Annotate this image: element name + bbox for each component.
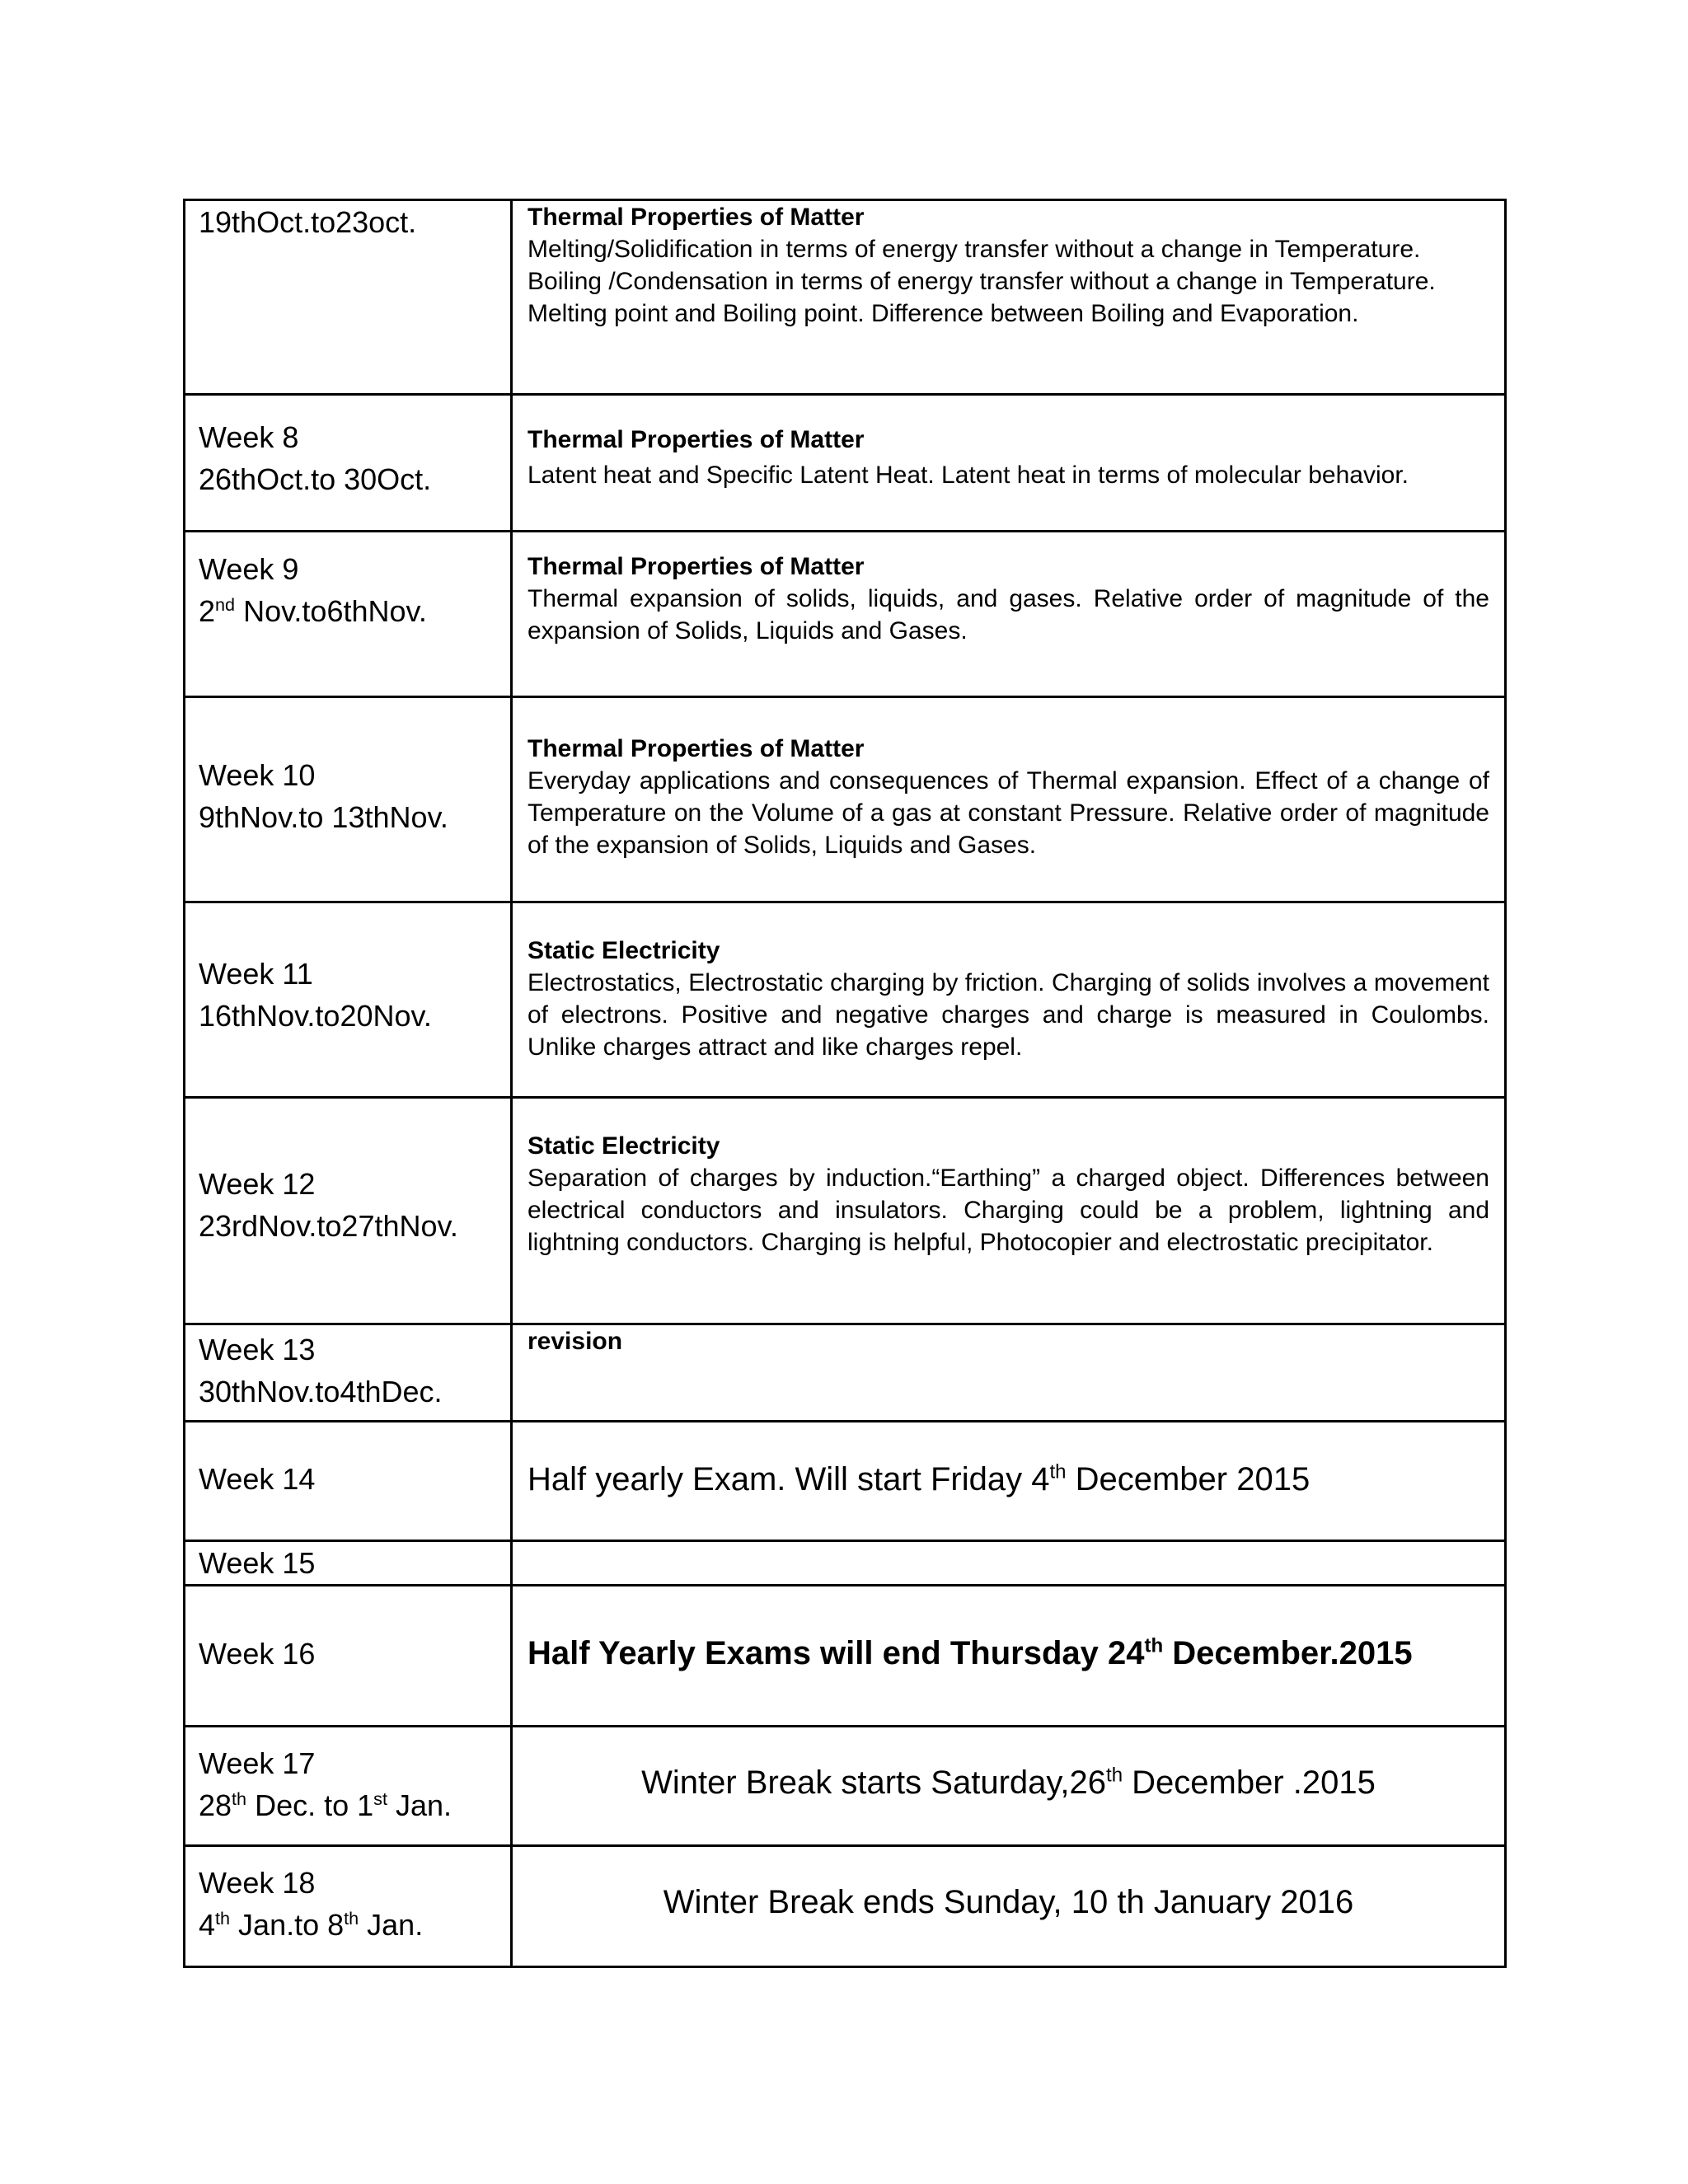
date-part: Nov.to6thNov. [235, 594, 427, 628]
notice-part: December .2015 [1123, 1765, 1376, 1801]
week-dates: 30thNov.to4thDec. [199, 1375, 443, 1408]
content-cell [512, 902, 1506, 1098]
week-cell [185, 1098, 512, 1324]
week-number: Week 16 [199, 1637, 316, 1671]
ordinal-suffix: nd [215, 594, 236, 615]
table-row [185, 1098, 1506, 1324]
week-dates: 9thNov.to 13thNov. [199, 800, 448, 834]
week-dates [199, 1784, 497, 1826]
topic-heading: Static Electricity [528, 937, 720, 964]
week-cell [185, 1846, 512, 1967]
date-part: Jan. [387, 1788, 452, 1822]
topic-heading: Thermal Properties of Matter [528, 426, 865, 453]
schedule-table [183, 199, 1507, 1968]
content-cell [512, 1324, 1506, 1422]
week-cell [185, 1727, 512, 1846]
ordinal-suffix: th [215, 1908, 231, 1929]
notice-part: December.2015 [1163, 1635, 1413, 1671]
exam-notice [528, 1586, 1489, 1674]
week-number: Week 14 [199, 1462, 316, 1496]
content-cell [512, 1098, 1506, 1324]
week-number: Week 13 [199, 1333, 316, 1366]
table-row [185, 902, 1506, 1098]
topic-content: Latent heat and Specific Latent Heat. Latent heat in terms of molecular behavior. [528, 462, 1409, 489]
week-number: Week 8 [199, 420, 299, 454]
notice-part: Winter Break starts Saturday,26 [641, 1765, 1107, 1801]
topic-content: Electrostatics, Electrostatic charging by friction. Charging of solids involves a movement of electrons. Positive and negative charges and charge is measured in Coulombs. Unlike charges attract and like charges repel. [528, 969, 1489, 1061]
ordinal-suffix: th [232, 1788, 247, 1809]
week-cell [185, 1324, 512, 1422]
week-number: Week 9 [199, 552, 299, 586]
week-dates: 19thOct.to23oct. [199, 205, 417, 239]
table-row [185, 1324, 1506, 1422]
week-number: Week 10 [199, 758, 316, 792]
topic-heading: revision [528, 1328, 623, 1355]
week-number: Week 11 [199, 957, 313, 991]
table-row [185, 1541, 1506, 1586]
topic-heading: Thermal Properties of Matter [528, 553, 865, 580]
week-dates: 26thOct.to 30Oct. [199, 462, 432, 496]
content-cell [512, 1846, 1506, 1967]
break-notice: Winter Break ends Sunday, 10 th January 2016 [663, 1884, 1354, 1920]
week-cell [185, 200, 512, 395]
content-cell [512, 1541, 1506, 1586]
topic-content: Melting/Solidification in terms of energy transfer without a change in Temperature. Boiling /Condensation in terms of energy transfer without a change in Temperature. Melting point and Boiling point. Difference between Boiling and Evaporation. [528, 236, 1436, 327]
topic-content: Everyday applications and consequences of Thermal expansion. Effect of a change of Temperature on the Volume of a gas at constant Pressure. Relative order of magnitude of the expansion of Solids, Liquids and Gases. [528, 767, 1489, 859]
week-number: Week 12 [199, 1167, 316, 1201]
notice-part: Half Yearly Exams will end Thursday 24 [528, 1635, 1145, 1671]
table-row [185, 1727, 1506, 1846]
topic-content: Separation of charges by induction.“Earthing” a charged object. Differences between electrical conductors and insulators. Charging could be a problem, lightning and lightning conductors. Charging is helpful, Photocopier and electrostatic precipitator. [528, 1165, 1489, 1256]
table-row [185, 1586, 1506, 1727]
content-cell [512, 697, 1506, 902]
table-row [185, 1846, 1506, 1967]
ordinal-suffix: th [1049, 1460, 1067, 1483]
week-number: Week 18 [199, 1866, 316, 1900]
content-cell [512, 200, 1506, 395]
topic-heading: Thermal Properties of Matter [528, 204, 865, 231]
week-number: Week 17 [199, 1746, 316, 1780]
exam-notice [528, 1422, 1489, 1500]
week-cell [185, 1541, 512, 1586]
week-cell [185, 1586, 512, 1727]
table-row [185, 697, 1506, 902]
date-part: 2 [199, 594, 216, 628]
content-cell [512, 395, 1506, 532]
week-number: Week 15 [199, 1546, 316, 1580]
date-part: Jan. [359, 1908, 424, 1942]
date-part: Jan.to 8 [230, 1908, 345, 1942]
notice-part: December 2015 [1066, 1461, 1311, 1497]
topic-content: Thermal expansion of solids, liquids, and gases. Relative order of magnitude of the expansion of Solids, Liquids and Gases. [528, 585, 1489, 644]
week-dates [199, 590, 497, 632]
week-dates: 23rdNov.to27thNov. [199, 1209, 458, 1243]
content-cell [512, 532, 1506, 697]
week-cell [185, 395, 512, 532]
topic-heading: Thermal Properties of Matter [528, 735, 865, 762]
table-row [185, 532, 1506, 697]
ordinal-suffix: th [344, 1908, 359, 1929]
content-cell [512, 1727, 1506, 1846]
topic-heading: Static Electricity [528, 1132, 720, 1160]
break-notice [528, 1727, 1489, 1803]
table-row [185, 1422, 1506, 1541]
date-part: 4 [199, 1908, 216, 1942]
week-cell [185, 532, 512, 697]
ordinal-suffix: th [1144, 1634, 1164, 1657]
week-cell [185, 1422, 512, 1541]
content-cell [512, 1586, 1506, 1727]
week-cell [185, 902, 512, 1098]
week-dates [199, 1904, 497, 1946]
week-cell [185, 697, 512, 902]
content-cell [512, 1422, 1506, 1541]
ordinal-suffix: st [373, 1788, 387, 1809]
table-row [185, 200, 1506, 395]
notice-part: Half yearly Exam. Will start Friday 4 [528, 1461, 1050, 1497]
week-dates: 16thNov.to20Nov. [199, 999, 432, 1033]
table-row [185, 395, 1506, 532]
date-part: Dec. to 1 [246, 1788, 374, 1822]
ordinal-suffix: th [1106, 1764, 1123, 1787]
date-part: 28 [199, 1788, 232, 1822]
